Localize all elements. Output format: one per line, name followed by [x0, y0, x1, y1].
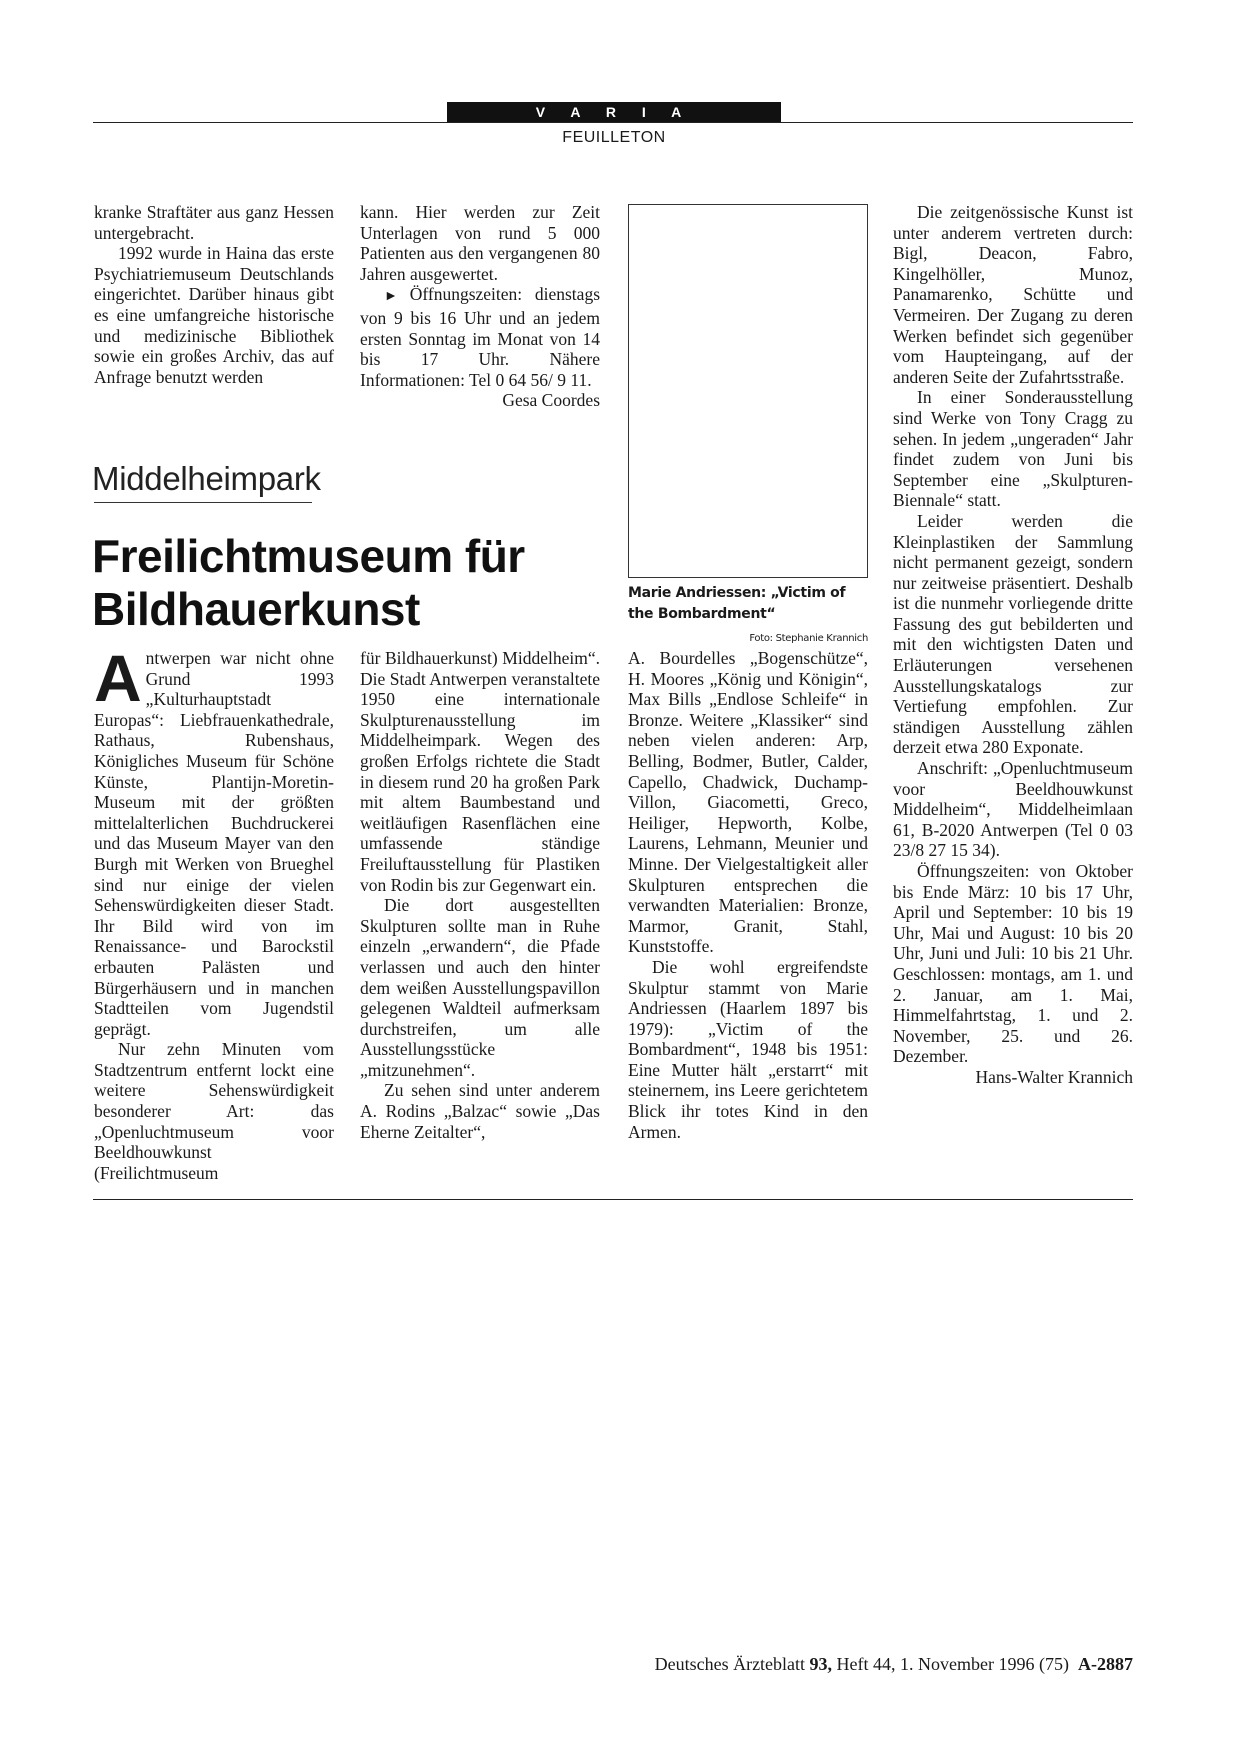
- article-end-rule: [93, 1199, 1133, 1200]
- prev-article-column-1: [94, 202, 334, 387]
- article-column-4: [893, 202, 1133, 1088]
- paragraph: Leider werden die Kleinplastiken der Sammlung nicht permanent gezeigt, sondern nur zeitweise präsentiert. Deshalb ist die nunmehr vorliegende dritte Fassung des gut bebilderten und mit den wichtigsten Daten und Erläuterungen versehenen Ausstellungskatalogs zur Vertiefung empfohlen. Zur ständigen Ausstellung zählen derzeit etwa 280 Exponate.: [893, 510, 1133, 758]
- paragraph: kranke Straftäter aus ganz Hessen untergebracht.: [94, 202, 334, 243]
- paragraph: kann. Hier werden zur Zeit Unterlagen von rund 5 000 Patienten aus den vergangenen 80 Jahren ausgewertet.: [360, 202, 600, 284]
- arrow-right-icon: ►: [384, 289, 410, 305]
- article-headline: Freilichtmuseum für Bildhauerkunst: [92, 530, 525, 635]
- paragraph: für Bildhauerkunst) Middelheim“. Die Stadt Antwerpen veranstaltete 1950 eine internationale Skulpturenausstellung im Middelheimpark. Wegen des großen Erfolgs richtete die Stadt in diesem rund 20 ha großen Park mit altem Baumbestand und weitläufigen Rasenflächen eine umfassende ständige Freiluftausstellung für Plastiken von Rodin bis zur Gegenwart ein.: [360, 648, 600, 895]
- article-column-1: [94, 641, 334, 1183]
- drop-cap: A: [94, 641, 142, 715]
- paragraph: Die zeitgenössische Kunst ist unter anderem vertreten durch: Bigl, Deacon, Fabro, Kingelhöller, Munoz, Panamarenko, Schütte und Vermeiren. Der Zugang zu deren Werken befindet sich gegenüber vom Haupteingang, auf der anderen Seite der Zufahrtsstraße.: [893, 202, 1133, 387]
- section-banner: V A R I A: [447, 102, 781, 122]
- paragraph: Zu sehen sind unter anderem A. Rodins „Balzac“ sowie „Das Eherne Zeitalter“,: [360, 1080, 600, 1142]
- paragraph: Die wohl ergreifendste Skulptur stammt von Marie Andriessen (Haarlem 1897 bis 1979): „Victim of the Bombardment“, 1948 bis 1951: Eine Mutter hält „erstarrt“ mit steinernem, ins Leere gerichtetem Blick ihr totes Kind in den Armen.: [628, 956, 868, 1142]
- paragraph: 1992 wurde in Haina das erste Psychiatriemuseum Deutschlands eingerichtet. Darüber hinaus gibt es eine umfangreiche historische und medizinische Bibliothek sowie ein großes Archiv, das auf Anfrage benutzt werden: [94, 243, 334, 387]
- issue: Heft 44, 1. November 1996 (75): [836, 1654, 1069, 1674]
- prev-article-column-2: [360, 202, 600, 411]
- photo-credit: Foto: Stephanie Krannich: [749, 633, 868, 644]
- journal-name: Deutsches Ärzteblatt: [654, 1654, 806, 1674]
- sculpture-photo: [628, 204, 868, 578]
- paragraph: [360, 284, 601, 411]
- volume: 93,: [809, 1654, 833, 1674]
- article-column-2: [360, 648, 600, 1142]
- page-number: A-2887: [1078, 1654, 1133, 1674]
- subsection-label: FEUILLETON: [562, 129, 666, 146]
- author: Gesa Coordes: [502, 390, 600, 411]
- author: Hans-Walter Krannich: [975, 1066, 1133, 1087]
- paragraph: A. Bourdelles „Bogenschütze“, H. Moores „König und Königin“, Max Bills „Endlose Schleife“ in Bronze. Weitere „Klassiker“ sind neben vielen anderen: Arp, Belling, Bodmer, Butler, Calder, Capello, Chadwick, Duchamp-Villon, Giacometti, Greco, Heiliger, Hepworth, Kolbe, Laurens, Lehmann, Meunier und Minne. Der Vielgestaltigkeit aller Skulpturen entsprechen die verwandten Materialien: Bronze, Marmor, Granit, Stahl, Kunststoffe.: [628, 648, 868, 957]
- paragraph: Anschrift: „Openluchtmuseum voor Beeldhouwkunst Middelheim“, Middelheimlaan 61, B-2020 Antwerpen (Tel 0 03 23/8 27 15 34).: [893, 758, 1133, 861]
- paragraph: Nur zehn Minuten vom Stadtzentrum entfernt lockt eine weitere Sehenswürdigkeit besonderer Art: das „Openluchtmuseum voor Beeldhouwkunst (Freilichtmuseum: [94, 1039, 334, 1183]
- lead-paragraph: Antwerpen war nicht ohne Grund 1993 „Kulturhauptstadt Europas“: Liebfrauenkathedrale, Rathaus, Rubenshaus, Königliches Museum für Schöne Künste, Plantijn-Moretin-Museum mit der größten mittelalterlichen Buchdruckerei und das Museum Mayer van den Burgh mit Werken von Brueghel sind nur einige der vielen Sehenswürdigkeiten dieser Stadt. Ihr Bild wird von im Renaissance- und Barockstil erbauten Palästen und Bürgerhäusern und in manchen Stadtteilen vom Jugendstil geprägt.: [94, 641, 334, 1039]
- photo-caption: [628, 583, 868, 649]
- paragraph: In einer Sonderausstellung sind Werke von Tony Cragg zu sehen. In jedem „ungeraden“ Jahr findet zudem von Juni bis September eine „Skulpturen-Biennale“ statt.: [893, 387, 1133, 511]
- page-footer: [655, 1654, 1133, 1675]
- paragraph: Öffnungszeiten: von Oktober bis Ende März: 10 bis 17 Uhr, April und September: 10 bis 19 Uhr, Mai und August: 10 bis 20 Uhr, Juni und Juli: 10 bis 21 Uhr. Geschlossen: montags, am 1. und 2. Januar, am 1. Mai, Himmelfahrtstag, 1. und 2. November, 25. und 26. Dezember. Hans-Walter Krannich: [893, 861, 1133, 1087]
- article-kicker: Middelheimpark: [92, 460, 321, 497]
- opening-hours: Öffnungszeiten: dienstags von 9 bis 16 Uhr und an jedem ersten Sonntag im Monat von 14 bis 17 Uhr. Nähere Informationen: Tel 0 64 56/ 9 11.: [360, 284, 601, 390]
- kicker-underline: [94, 502, 312, 503]
- header-rule: [93, 122, 1133, 123]
- paragraph: Die dort ausgestellten Skulpturen sollte man in Ruhe einzeln „erwandern“, die Pfade verlassen und auch den hinter dem weißen Ausstellungspavillon gelegenen Waldteil aufmerksam durchstreifen, um alle Ausstellungsstücke „mitzunehmen“.: [360, 895, 600, 1080]
- article-column-3: [628, 648, 868, 1142]
- caption-text: Marie Andriessen: „Victim of the Bombardment“: [628, 585, 846, 622]
